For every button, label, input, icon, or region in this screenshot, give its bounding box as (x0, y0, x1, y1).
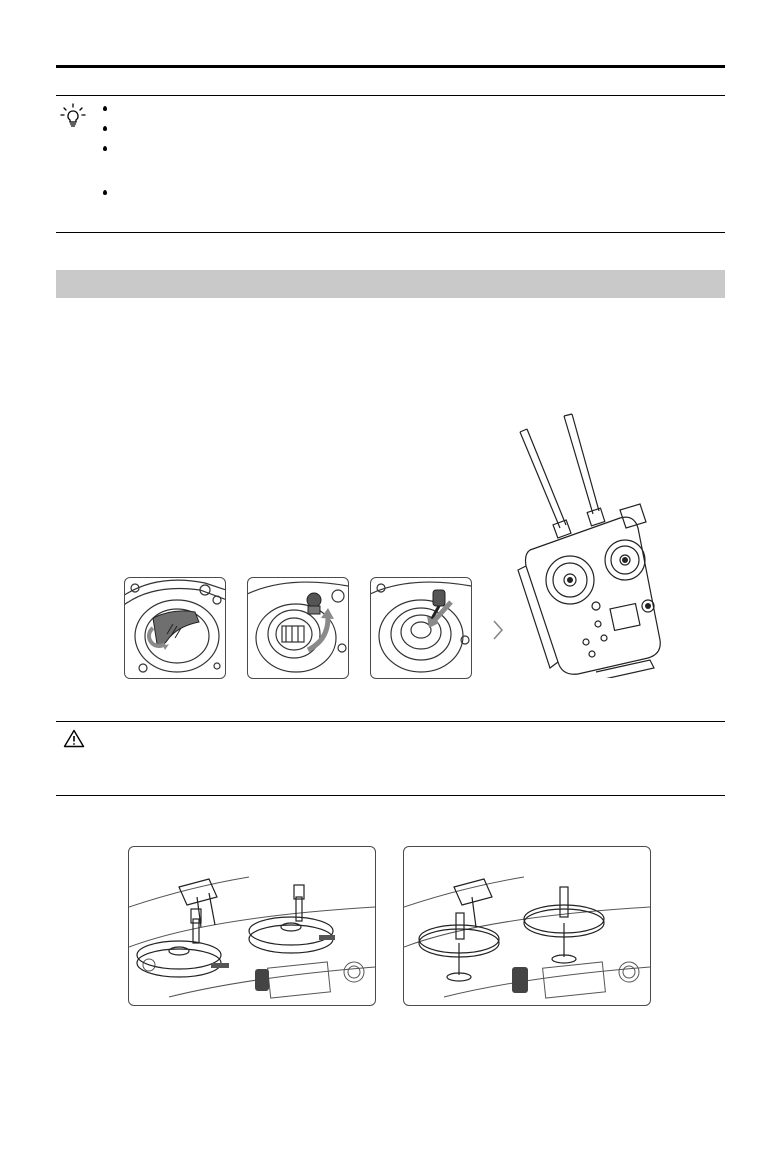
stick-cover-attached-image (128, 846, 376, 1006)
section-title-bar (56, 270, 725, 298)
tip-item (103, 99, 703, 119)
warning-top-rule (56, 721, 725, 722)
warning-bottom-rule (56, 795, 725, 796)
tip-item (103, 139, 703, 183)
stick-cover-removed-image (403, 846, 651, 1006)
step-2-image (247, 577, 349, 679)
header-rule (56, 65, 725, 68)
tip-item (103, 119, 703, 139)
step-3-image (370, 577, 472, 679)
tip-bottom-rule (56, 232, 725, 233)
lightbulb-icon (60, 103, 86, 129)
remote-controller-image (500, 410, 670, 678)
tip-top-rule (56, 95, 725, 96)
warning-triangle-icon (63, 729, 85, 748)
tip-item (103, 183, 703, 203)
step-1-image (124, 577, 226, 679)
tip-list (103, 99, 703, 203)
